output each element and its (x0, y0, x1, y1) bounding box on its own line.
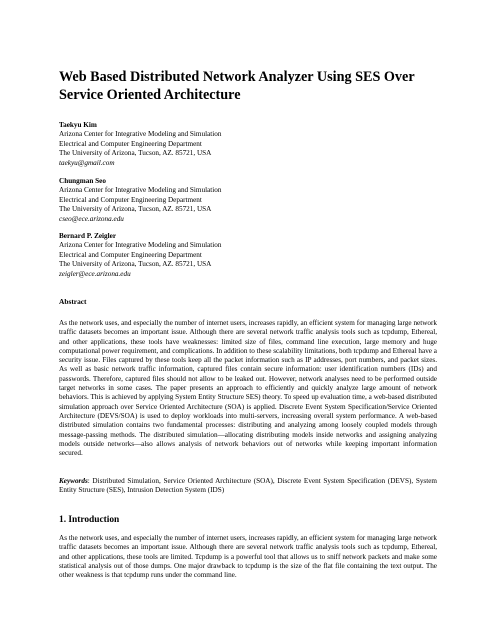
keywords-text: : Distributed Simulation, Service Oriented Architecture (SOA), Discrete Event System Specification (DEVS), System Entity Structure (SES), Intrusion Detection System (IDS) (59, 477, 437, 495)
author-department: Electrical and Computer Engineering Department (59, 139, 202, 148)
keywords-label: Keywords (59, 477, 88, 485)
keywords-paragraph (59, 477, 437, 496)
author-affiliation: Arizona Center for Integrative Modeling and Simulation (59, 241, 222, 250)
author-address: The University of Arizona, Tucson, AZ. 85721, USA (59, 149, 212, 158)
author-block (59, 121, 439, 168)
author-block (59, 232, 439, 279)
section-heading-introduction: 1. Introduction (59, 515, 120, 525)
author-name: Taekyu Kim (59, 121, 97, 129)
author-name: Bernard P. Zeigler (59, 232, 117, 240)
author-department: Electrical and Computer Engineering Department (59, 195, 202, 204)
author-email: taekyu@gmail.com (59, 158, 115, 167)
author-email: zeigler@ece.arizona.edu (59, 269, 131, 278)
author-affiliation: Arizona Center for Integrative Modeling and Simulation (59, 186, 222, 195)
author-department: Electrical and Computer Engineering Department (59, 250, 202, 259)
author-block (59, 177, 439, 224)
author-name: Chungman Seo (59, 177, 106, 185)
author-affiliation: Arizona Center for Integrative Modeling and Simulation (59, 130, 222, 139)
abstract-text: As the network uses, and especially the number of internet users, increases rapidly, an efficient system for managing large network traffic datasets becomes an important issue. Although there are several network traffic analysis tools such as tcpdump, Ethereal, and other applications, these tools have weaknesses: limited size of files, command line execution, large memory and huge computational power requirement, and complications. In addition to these scalability limitations, both tcpdump and Ethereal have a security issue. Files captured by these tools keep all the packet information such as IP addresses, port numbers, and packet sizes. As well as basic network traffic information, captured files contain secure information: user identification numbers (IDs) and passwords. Therefore, captured files should not allow to be leaked out. However, network analyses need to be performed outside target networks in some cases. The paper presents an approach to efficiently and quickly analyze large amount of network behaviors. This is achieved by applying System Entity Structure SES) theory. To speed up evaluation time, a web-based distributed simulation approach over Service Oriented Architecture (SOA) is applied. Discrete Event System Specification/Service Oriented Architecture (DEVS/SOA) is used to deploy workloads into multi-servers, increasing overall system performance. A web-based distributed simulation contains two fundamental processes: distributing and analyzing among loosely coupled models through message-passing methods. The distributed simulation—allocating distributing models inside networks and assigning analyzing models outside networks—also allows analysis of network behaviors out of networks while keeping important information secured. (59, 319, 437, 458)
introduction-text: As the network uses, and especially the number of internet users, increases rapidly, an efficient system for managing large network traffic datasets becomes an important issue. Although there are several network traffic analysis tools such as tcpdump, Ethereal, and other applications, these tools are limited. Tcpdump is a powerful tool that allows us to sniff network packets and make some statistical analysis out of those dumps. One major drawback to tcpdump is the size of the flat file containing the text output. The other weakness is that tcpdump runs under the command line. (59, 534, 437, 580)
author-email: cseo@ece.arizona.edu (59, 214, 124, 223)
abstract-heading: Abstract (59, 297, 87, 306)
author-address: The University of Arizona, Tucson, AZ. 85721, USA (59, 260, 212, 269)
paper-title: Web Based Distributed Network Analyzer Using SES Over Service Oriented Architecture (59, 69, 415, 103)
author-address: The University of Arizona, Tucson, AZ. 85721, USA (59, 205, 212, 214)
